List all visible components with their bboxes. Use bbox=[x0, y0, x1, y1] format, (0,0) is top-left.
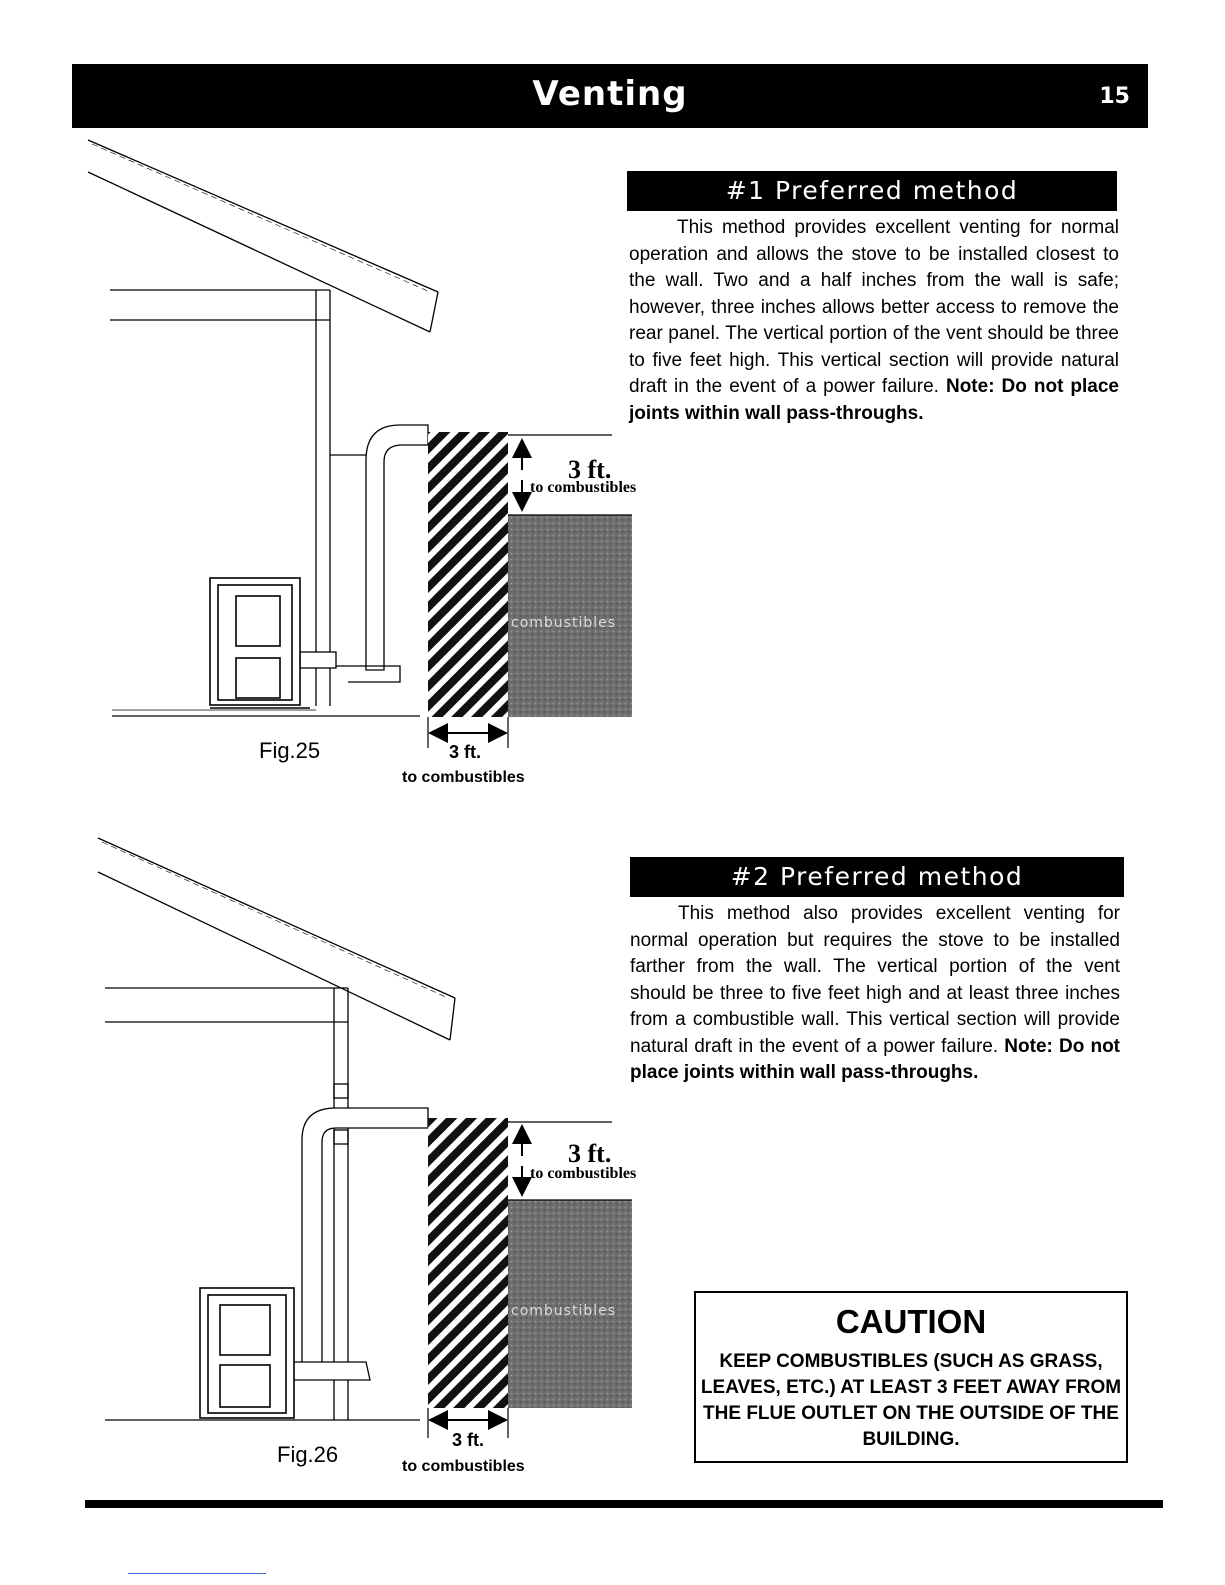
figure-25-drawing bbox=[88, 140, 636, 786]
bottom-rule bbox=[85, 1500, 1163, 1508]
fig26-vertical-distance: 3 ft. bbox=[568, 1139, 612, 1168]
fig25-vertical-label: to combustibles bbox=[530, 479, 637, 496]
vent-pipe bbox=[300, 425, 428, 682]
fig25-vertical-distance: 3 ft. bbox=[568, 455, 612, 484]
roof-line bbox=[88, 140, 438, 332]
section1-note: Note: Do not place joints within wall pass-throughs. bbox=[629, 376, 1119, 424]
page-title: Venting bbox=[532, 74, 688, 114]
caution-title: CAUTION bbox=[835, 1303, 987, 1340]
fig26-caption: Fig.26 bbox=[277, 1442, 339, 1467]
section2-body: This method also provides excellent venting for normal operation but requires the stove to be installed farther from the wall. The vertical portion of the vent should be three to five feet high and at least three inches from a combustible wall. This vertical section will provide natural draft in the event of a power failure. bbox=[630, 903, 1120, 1057]
footer-line bbox=[128, 1573, 266, 1574]
section1-text bbox=[629, 215, 1119, 427]
fig25-area-label: combustibles bbox=[511, 615, 617, 631]
stove bbox=[200, 1288, 294, 1418]
caution-box bbox=[694, 1291, 1128, 1463]
clearance-zone bbox=[428, 1118, 508, 1408]
figure-26-drawing bbox=[98, 838, 636, 1475]
section2-text bbox=[630, 901, 1120, 1087]
fig26-horizontal-distance: 3 ft. bbox=[452, 1430, 485, 1450]
roof-line bbox=[98, 838, 455, 1040]
caution-body: KEEP COMBUSTIBLES (SUCH AS GRASS, LEAVES, ETC.) AT LEAST 3 FEET AWAY FROM THE FLUE OUTLET ON THE OUTSIDE OF THE BUILDING. bbox=[700, 1351, 1122, 1450]
section2-heading: #2 Preferred method bbox=[630, 857, 1124, 897]
clearance-zone bbox=[428, 432, 508, 717]
fig25-horizontal-label: to combustibles bbox=[402, 769, 525, 786]
vent-pipe bbox=[292, 1108, 428, 1380]
fig26-vertical-label: to combustibles bbox=[530, 1165, 637, 1182]
section2-note: Note: Do not place joints within wall pass-throughs. bbox=[630, 1035, 1120, 1083]
stove bbox=[210, 578, 310, 708]
fig26-horizontal-label: to combustibles bbox=[402, 1458, 525, 1475]
fig26-area-label: combustibles bbox=[511, 1303, 617, 1319]
section1-body: This method provides excellent venting for normal operation and allows the stove to be installed closest to the wall. Two and a half inches from the wall is safe; however, three inches allows better access to remove the rear panel. The vertical portion of the vent should be three to five feet high. This vertical section will provide natural draft in the event of a power failure. bbox=[629, 217, 1119, 397]
fig25-horizontal-distance: 3 ft. bbox=[449, 742, 482, 762]
page-number: 15 bbox=[1099, 84, 1130, 109]
fig25-caption: Fig.25 bbox=[259, 738, 321, 763]
section1-heading: #1 Preferred method bbox=[627, 171, 1117, 211]
